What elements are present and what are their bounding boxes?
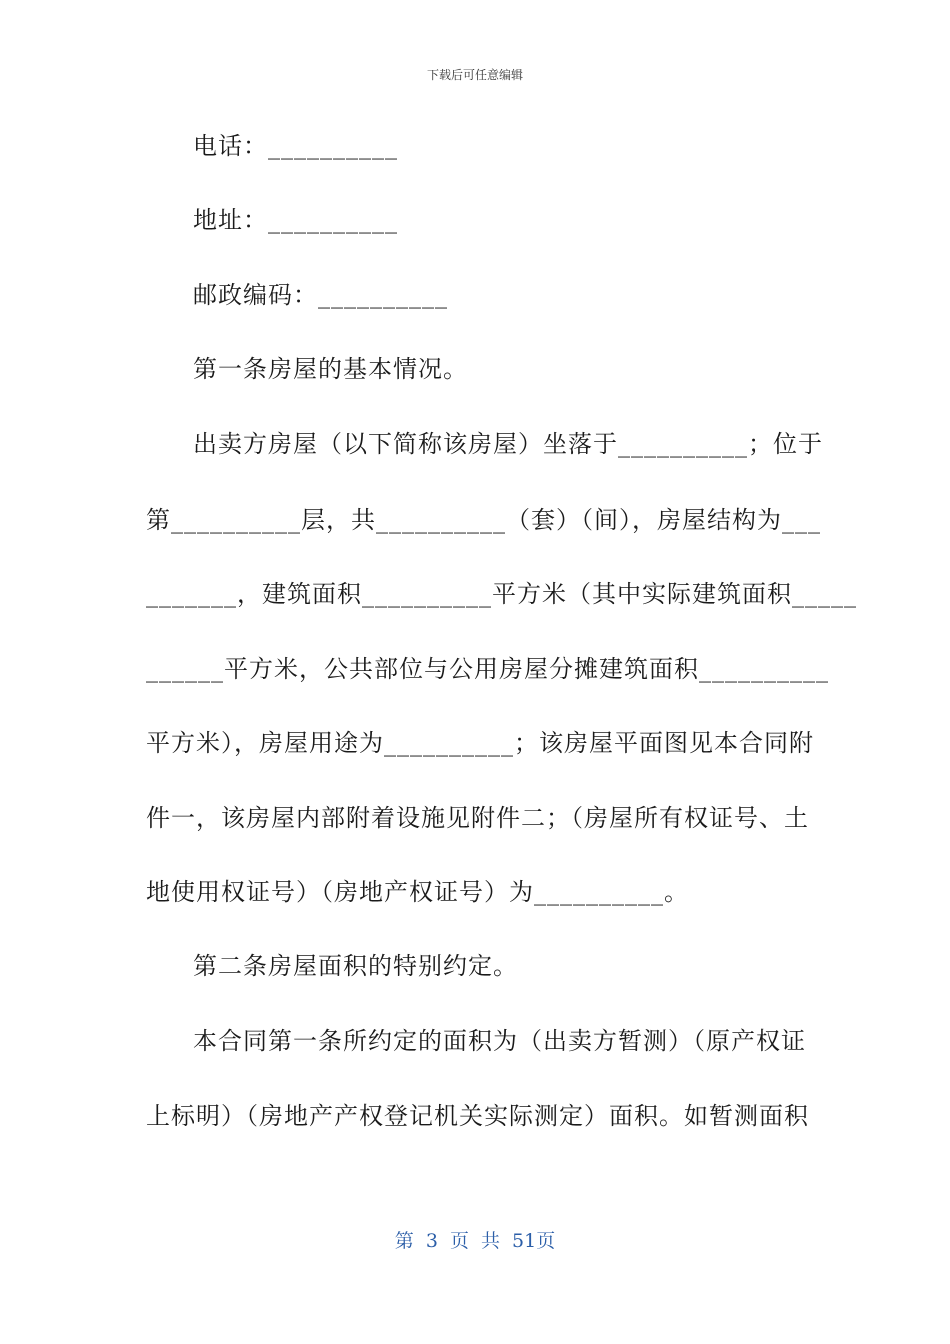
postal-code-line: 邮政编码：__________ — [193, 281, 448, 309]
page-indicator: 第 3 页 共 51页 — [394, 1230, 556, 1252]
paragraph-line: _______，建筑面积__________平方米（其中实际建筑面积_____ — [146, 580, 857, 608]
paragraph-line: ______平方米，公共部位与公用房屋分摊建筑面积__________ — [146, 655, 829, 683]
header-note: 下载后可任意编辑 — [426, 68, 523, 82]
paragraph-line: 上标明）（房地产产权登记机关实际测定）面积。如暂测面积 — [146, 1102, 809, 1130]
address-line: 地址：__________ — [193, 206, 398, 234]
article-1-heading: 第一条房屋的基本情况。 — [193, 355, 468, 383]
paragraph-line: 件一，该房屋内部附着设施见附件二；（房屋所有权证号、土 — [146, 804, 809, 832]
article-2-heading: 第二条房屋面积的特别约定。 — [193, 952, 518, 980]
paragraph-line: 地使用权证号）（房地产权证号）为__________。 — [146, 878, 689, 906]
paragraph-line: 平方米），房屋用途为__________；该房屋平面图见本合同附 — [146, 729, 814, 757]
paragraph-line: 出卖方房屋（以下简称该房屋）坐落于__________；位于 — [193, 430, 823, 458]
paragraph-line: 本合同第一条所约定的面积为（出卖方暂测）（原产权证 — [193, 1027, 806, 1055]
phone-line: 电话：__________ — [193, 132, 398, 160]
paragraph-line: 第__________层，共__________（套）（间），房屋结构为___ — [146, 506, 821, 534]
